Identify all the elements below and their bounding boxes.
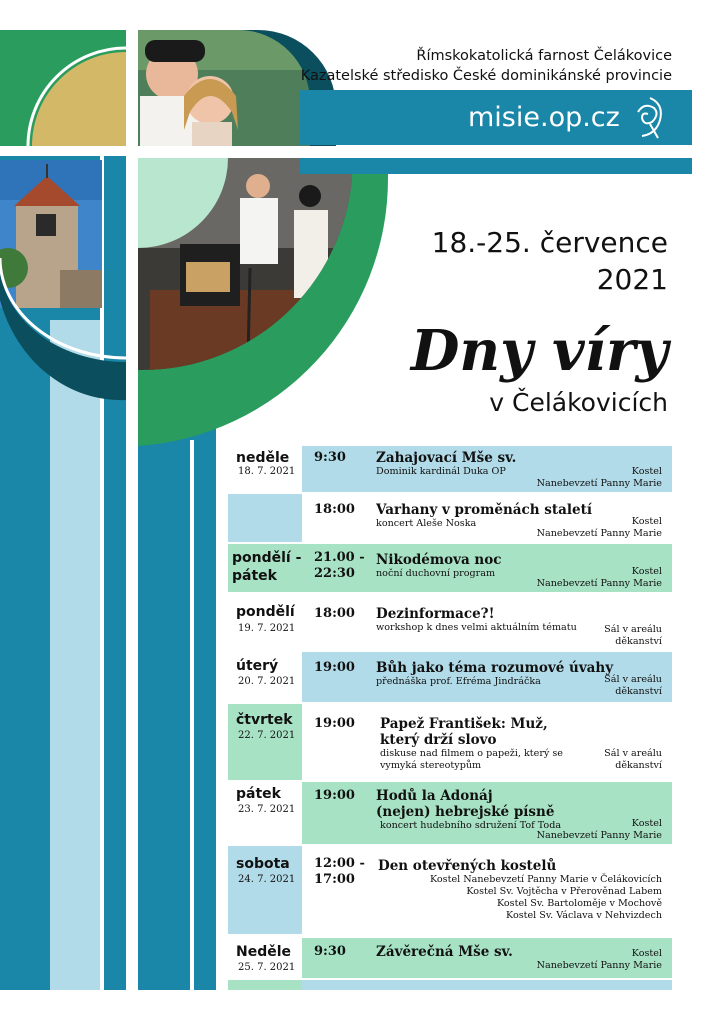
event-desc: koncert hudebního sdružení Tof Toda — [380, 820, 562, 831]
event-time: 19:00 — [314, 788, 355, 803]
event-venue: Kostel — [631, 948, 662, 959]
event-venue: Kostel Nanebevzetí Panny Marie v Čelákovicích — [429, 874, 662, 885]
event-time: 22:30 — [314, 566, 355, 581]
event-desc: vymyká stereotypům — [380, 760, 482, 771]
event-desc: diskuse nad filmem o papeži, který se — [380, 748, 563, 759]
day-name: pátek — [232, 568, 277, 584]
event-time: 21.00 - — [314, 550, 365, 565]
event-venue: děkanství — [615, 686, 662, 697]
day-date: 20. 7. 2021 — [238, 676, 296, 687]
event-venue: Kostel — [631, 466, 662, 477]
event-venue: Kostel — [631, 566, 662, 577]
day-name: pondělí - — [232, 550, 302, 566]
thin-teal-bar — [300, 158, 692, 174]
day-date: 22. 7. 2021 — [238, 730, 296, 741]
event-year: 2021 — [596, 263, 668, 296]
event-desc: Dominik kardinál Duka OP — [376, 466, 506, 477]
event-name: (nejen) hebrejské písně — [376, 804, 555, 820]
event-time: 9:30 — [314, 944, 346, 959]
schedule-row — [228, 596, 672, 650]
event-time: 18:00 — [314, 606, 355, 621]
day-name: pátek — [236, 786, 281, 802]
day-date: 19. 7. 2021 — [238, 623, 296, 634]
event-desc: workshop k dnes velmi aktuálním tématu — [376, 622, 577, 633]
preaching-center-name: Kazatelské středisko České dominikánské provincie — [300, 68, 672, 84]
event-venue: Sál v areálu — [604, 748, 662, 759]
website-url[interactable]: misie.op.cz — [468, 102, 620, 133]
event-name: Bůh jako téma rozumové úvahy — [376, 660, 614, 676]
event-venue: Kostel — [631, 516, 662, 527]
event-name: Zahajovací Mše sv. — [376, 450, 517, 466]
schedule-row — [228, 494, 672, 542]
day-name: čtvrtek — [236, 712, 293, 728]
event-time: 19:00 — [314, 660, 355, 675]
event-venue: Nanebevzetí Panny Marie — [536, 578, 662, 589]
event-venue: Kostel Sv. Václava v Nehvizdech — [506, 910, 662, 921]
event-time: 18:00 — [314, 502, 355, 517]
schedule-row — [228, 446, 672, 492]
event-venue: Kostel — [631, 818, 662, 829]
event-time: 17:00 — [314, 872, 355, 887]
day-name: sobota — [236, 856, 290, 872]
dominican-logo-icon — [630, 94, 670, 142]
day-name: pondělí — [236, 604, 295, 620]
event-venue: děkanství — [615, 760, 662, 771]
event-venue: Sál v areálu — [604, 674, 662, 685]
day-name: neděle — [236, 450, 290, 466]
event-name: Nikodémova noc — [376, 552, 502, 568]
center-teal-bar — [138, 410, 216, 990]
event-name: který drží slovo — [380, 732, 497, 748]
center-white-stripe — [190, 440, 194, 990]
schedule-row — [228, 782, 672, 844]
event-name: Hodů la Adonáj — [376, 788, 493, 804]
event-name: Varhany v proměnách staletí — [376, 502, 592, 518]
event-venue: Kostel Sv. Bartoloměje v Mochově — [496, 898, 662, 909]
bottom-strip — [228, 980, 672, 990]
event-desc: přednáška prof. Efréma Jindráčka — [376, 676, 541, 687]
day-name: Neděle — [236, 944, 292, 960]
event-venue: Nanebevzetí Panny Marie — [536, 528, 662, 539]
schedule-row — [228, 938, 672, 978]
day-date: 18. 7. 2021 — [238, 466, 296, 477]
event-location: v Čelákovicích — [489, 388, 668, 417]
event-time: 12:00 - — [314, 856, 365, 871]
event-name: Dezinformace?! — [376, 606, 495, 622]
parish-name: Římskokatolická farnost Čelákovice — [416, 48, 672, 64]
event-desc: noční duchovní program — [376, 568, 496, 579]
event-dates: 18.-25. července — [431, 226, 668, 259]
event-title: Dny víry — [410, 318, 668, 384]
event-venue: Kostel Sv. Vojtěcha v Přerověnad Labem — [466, 886, 662, 897]
day-date: 24. 7. 2021 — [238, 874, 296, 885]
schedule-row — [228, 704, 672, 780]
day-date: 23. 7. 2021 — [238, 804, 296, 815]
schedule-row — [228, 846, 672, 934]
event-name: Závěrečná Mše sv. — [376, 944, 513, 960]
schedule-row — [228, 544, 672, 592]
event-name: Den otevřených kostelů — [378, 858, 557, 874]
schedule-row — [228, 652, 672, 702]
event-venue: Sál v areálu — [604, 624, 662, 635]
day-date: 25. 7. 2021 — [238, 962, 296, 973]
event-time: 9:30 — [314, 450, 346, 465]
event-venue: Nanebevzetí Panny Marie — [536, 830, 662, 841]
left-light-bar — [50, 320, 100, 990]
day-name: úterý — [236, 658, 279, 674]
event-venue: Nanebevzetí Panny Marie — [536, 960, 662, 971]
event-desc: koncert Aleše Noska — [376, 518, 477, 529]
event-time: 19:00 — [314, 716, 355, 731]
event-venue: Nanebevzetí Panny Marie — [536, 478, 662, 489]
event-name: Papež František: Muž, — [380, 716, 548, 732]
event-venue: děkanství — [615, 636, 662, 647]
